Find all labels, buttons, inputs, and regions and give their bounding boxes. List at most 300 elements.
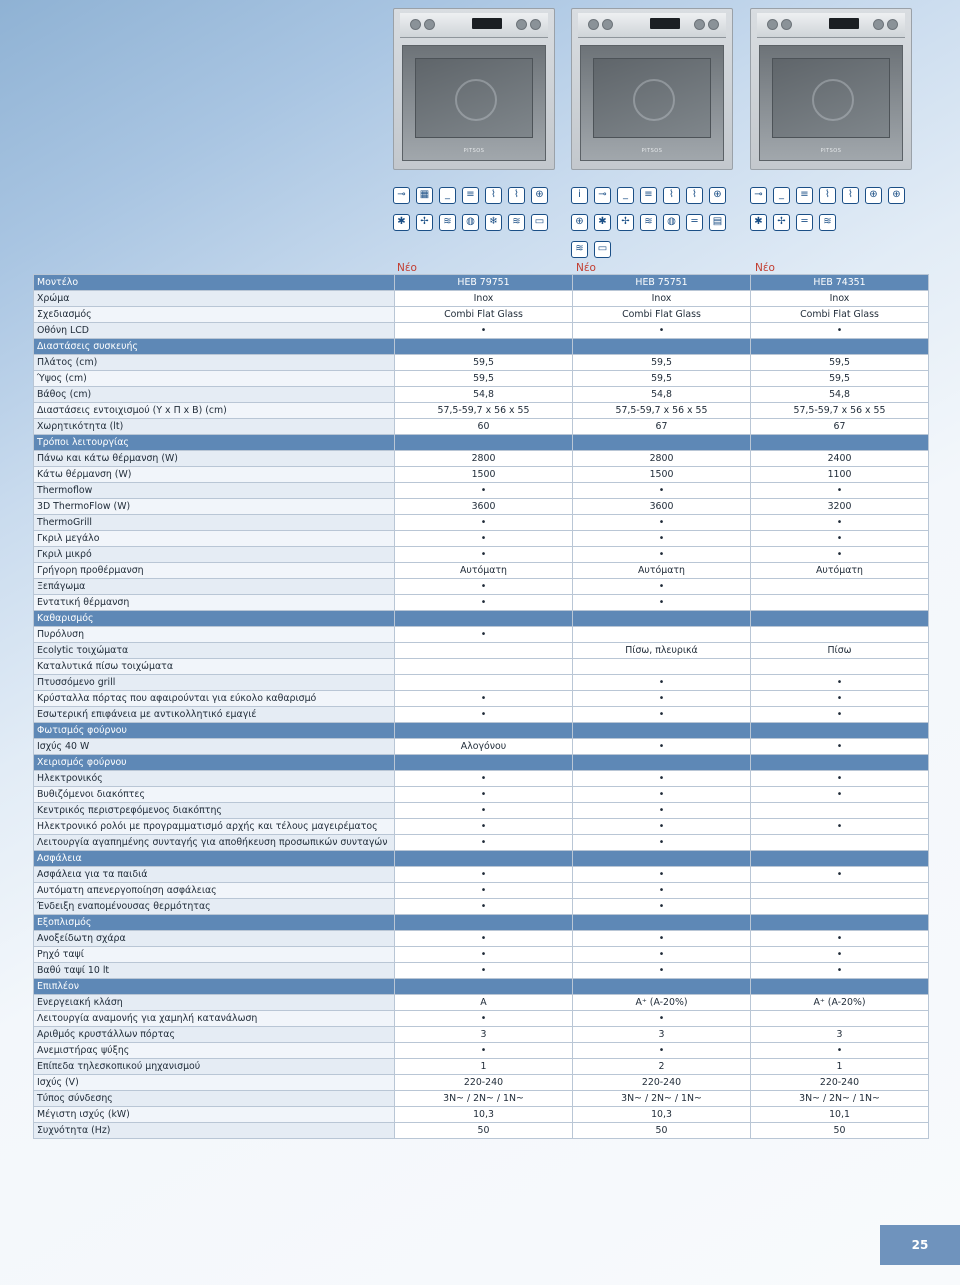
table-row xyxy=(34,1123,929,1139)
cell-model-3: • xyxy=(751,531,929,547)
cell-model-1: • xyxy=(395,899,573,915)
cell-model-2: Αυτόματη xyxy=(573,563,751,579)
row-label: Διαστάσεις εντοιχισμού (Υ x Π x Β) (cm) xyxy=(34,403,395,419)
cell-model-3: • xyxy=(751,947,929,963)
cell-model-3: • xyxy=(751,707,929,723)
row-label: Βαθύ ταψί 10 lt xyxy=(34,963,395,979)
cell-model-3: 3200 xyxy=(751,499,929,515)
row-label: Ισχύς (V) xyxy=(34,1075,395,1091)
cell-model-1: • xyxy=(395,835,573,851)
oven-control-panel xyxy=(400,13,548,38)
row-label: Φωτισμός φούρνου xyxy=(34,723,395,739)
row-label: Ένδειξη εναπομένουσας θερμότητας xyxy=(34,899,395,915)
cell-model-1: • xyxy=(395,707,573,723)
fan-ring-icon: ⊕ xyxy=(709,187,726,204)
cell-model-3: • xyxy=(751,931,929,947)
cell-model-3 xyxy=(751,979,929,995)
cell-model-3: 50 xyxy=(751,1123,929,1139)
cell-model-3: 67 xyxy=(751,419,929,435)
cell-model-2 xyxy=(573,611,751,627)
grill-large-icon: ⌇ xyxy=(819,187,836,204)
cell-model-2: 50 xyxy=(573,1123,751,1139)
cell-model-1: Αυτόματη xyxy=(395,563,573,579)
table-row xyxy=(34,371,929,387)
cell-model-1: HEB 79751 xyxy=(395,275,573,291)
grill-small-icon: ⌇ xyxy=(686,187,703,204)
row-label: ThermoGrill xyxy=(34,515,395,531)
grill-small-icon: ⌇ xyxy=(842,187,859,204)
cell-model-2 xyxy=(573,435,751,451)
section-row xyxy=(34,275,929,291)
section-row xyxy=(34,611,929,627)
fan-heat-icon: ✢ xyxy=(617,214,634,231)
cell-model-2: • xyxy=(573,787,751,803)
fan-icon xyxy=(633,79,675,121)
cell-model-1 xyxy=(395,979,573,995)
cell-model-2: • xyxy=(573,739,751,755)
table-row xyxy=(34,803,929,819)
cell-model-2: 1500 xyxy=(573,467,751,483)
table-row xyxy=(34,1043,929,1059)
cell-model-2: • xyxy=(573,899,751,915)
table-row xyxy=(34,515,929,531)
cell-model-2 xyxy=(573,979,751,995)
thermograll-icon: ✱ xyxy=(594,214,611,231)
row-label: Ανοξείδωτη σχάρα xyxy=(34,931,395,947)
oven-image-heb79751 xyxy=(393,8,555,170)
cell-model-2: • xyxy=(573,515,751,531)
cell-model-2: 59,5 xyxy=(573,355,751,371)
cell-model-1: • xyxy=(395,691,573,707)
cell-model-3 xyxy=(751,899,929,915)
cell-model-2: Combi Flat Glass xyxy=(573,307,751,323)
grill-small-icon: ⌇ xyxy=(508,187,525,204)
fan-icon xyxy=(455,79,497,121)
row-label: Τρόποι λειτουργίας xyxy=(34,435,395,451)
cell-model-2 xyxy=(573,339,751,355)
cell-model-3: Combi Flat Glass xyxy=(751,307,929,323)
row-label: Ανεμιστήρας ψύξης xyxy=(34,1043,395,1059)
cell-model-1 xyxy=(395,611,573,627)
cell-model-2: • xyxy=(573,531,751,547)
fan-ring-alt-icon: ⊕ xyxy=(571,214,588,231)
row-label: Ξεπάγωμα xyxy=(34,579,395,595)
cell-model-1: A xyxy=(395,995,573,1011)
top-bottom-heat-icon: ≡ xyxy=(462,187,479,204)
cell-model-1: • xyxy=(395,771,573,787)
oven-door xyxy=(580,45,724,161)
row-label: Κάτω θέρμανση (W) xyxy=(34,467,395,483)
row-label: Αυτόματη απενεργοποίηση ασφάλειας xyxy=(34,883,395,899)
oven-display xyxy=(472,18,502,29)
row-label: Ρηχό ταψί xyxy=(34,947,395,963)
oven-display xyxy=(650,18,680,29)
row-label: Ηλεκτρονικός xyxy=(34,771,395,787)
oven-door xyxy=(402,45,546,161)
cell-model-3: • xyxy=(751,963,929,979)
oven-brand-logo: PITSOS xyxy=(463,148,485,154)
cell-model-3: 54,8 xyxy=(751,387,929,403)
row-label: Μέγιστη ισχύς (kW) xyxy=(34,1107,395,1123)
steam-icon: ≋ xyxy=(508,214,525,231)
cell-model-2: • xyxy=(573,883,751,899)
cell-model-3: • xyxy=(751,483,929,499)
table-row xyxy=(34,787,929,803)
row-label: Λειτουργία αναμονής για χαμηλή κατανάλωση xyxy=(34,1011,395,1027)
cell-model-1 xyxy=(395,851,573,867)
row-label: Ασφάλεια για τα παιδιά xyxy=(34,867,395,883)
cell-model-3 xyxy=(751,611,929,627)
cell-model-3 xyxy=(751,579,929,595)
cell-model-1: • xyxy=(395,1043,573,1059)
row-label: Χωρητικότητα (lt) xyxy=(34,419,395,435)
cell-model-2: 2 xyxy=(573,1059,751,1075)
cell-model-2 xyxy=(573,851,751,867)
cell-model-2 xyxy=(573,723,751,739)
bottom-heat-alt-icon: ▭ xyxy=(531,214,548,231)
info-icon: i xyxy=(571,187,588,204)
row-label: Οθόνη LCD xyxy=(34,323,395,339)
cell-model-1 xyxy=(395,339,573,355)
cell-model-2: • xyxy=(573,579,751,595)
page-number: 25 xyxy=(880,1225,960,1265)
cell-model-3 xyxy=(751,339,929,355)
cell-model-1: 57,5-59,7 x 56 x 55 xyxy=(395,403,573,419)
cell-model-3 xyxy=(751,627,929,643)
oven-image-heb74351 xyxy=(750,8,912,170)
cell-model-2 xyxy=(573,915,751,931)
row-label: Εσωτερική επιφάνεια με αντικολλητικό εμαγιέ xyxy=(34,707,395,723)
fan-heat-icon: ✢ xyxy=(416,214,433,231)
cell-model-1: • xyxy=(395,595,573,611)
row-label: Αριθμός κρυστάλλων πόρτας xyxy=(34,1027,395,1043)
cell-model-1: 59,5 xyxy=(395,371,573,387)
cell-model-2: • xyxy=(573,547,751,563)
cell-model-1: • xyxy=(395,963,573,979)
top-heat-icon: ═ xyxy=(686,214,703,231)
cell-model-3: • xyxy=(751,547,929,563)
table-row xyxy=(34,771,929,787)
row-label: Ισχύς 40 W xyxy=(34,739,395,755)
row-label: Βυθιζόμενοι διακόπτες xyxy=(34,787,395,803)
specification-table xyxy=(33,274,929,1139)
cell-model-1: • xyxy=(395,947,573,963)
row-label: Γκριλ μεγάλο xyxy=(34,531,395,547)
cell-model-3: Πίσω xyxy=(751,643,929,659)
row-label: Βάθος (cm) xyxy=(34,387,395,403)
cell-model-1 xyxy=(395,435,573,451)
row-label: Εντατική θέρμανση xyxy=(34,595,395,611)
cell-model-1: • xyxy=(395,579,573,595)
cell-model-1: 54,8 xyxy=(395,387,573,403)
cell-model-3: • xyxy=(751,675,929,691)
cell-model-3 xyxy=(751,851,929,867)
row-label: Ενεργειακή κλάση xyxy=(34,995,395,1011)
row-label: Ύψος (cm) xyxy=(34,371,395,387)
cell-model-2: 59,5 xyxy=(573,371,751,387)
section-row xyxy=(34,915,929,931)
cell-model-3: • xyxy=(751,739,929,755)
oven-brand-logo: PITSOS xyxy=(820,148,842,154)
table-row xyxy=(34,547,929,563)
table-row xyxy=(34,739,929,755)
thermograll-icon: ✱ xyxy=(750,214,767,231)
oven-door xyxy=(759,45,903,161)
row-label: Επίπεδα τηλεσκοπικού μηχανισμού xyxy=(34,1059,395,1075)
cell-model-1: 60 xyxy=(395,419,573,435)
cell-model-2: • xyxy=(573,323,751,339)
table-row xyxy=(34,531,929,547)
cell-model-2: 3N~ / 2N~ / 1N~ xyxy=(573,1091,751,1107)
cell-model-3: • xyxy=(751,323,929,339)
cell-model-3 xyxy=(751,835,929,851)
cell-model-3: 59,5 xyxy=(751,355,929,371)
cell-model-1: 3N~ / 2N~ / 1N~ xyxy=(395,1091,573,1107)
cell-model-2: 57,5-59,7 x 56 x 55 xyxy=(573,403,751,419)
table-row xyxy=(34,1075,929,1091)
cell-model-1: Inox xyxy=(395,291,573,307)
cell-model-1: 10,3 xyxy=(395,1107,573,1123)
fan-heat-icon: ✢ xyxy=(773,214,790,231)
table-row xyxy=(34,419,929,435)
cell-model-2: 3 xyxy=(573,1027,751,1043)
table-row xyxy=(34,931,929,947)
oven-image-heb75751 xyxy=(571,8,733,170)
cell-model-2: A⁺ (A-20%) xyxy=(573,995,751,1011)
section-row xyxy=(34,755,929,771)
section-row xyxy=(34,723,929,739)
cell-model-2: • xyxy=(573,707,751,723)
table-row xyxy=(34,659,929,675)
oven-control-panel xyxy=(757,13,905,38)
cell-model-1: • xyxy=(395,931,573,947)
cell-model-2: 54,8 xyxy=(573,387,751,403)
cell-model-2 xyxy=(573,755,751,771)
row-label: 3D ThermoFlow (W) xyxy=(34,499,395,515)
cell-model-3: A⁺ (A-20%) xyxy=(751,995,929,1011)
cell-model-1: • xyxy=(395,483,573,499)
cell-model-1: 3600 xyxy=(395,499,573,515)
table-row xyxy=(34,1011,929,1027)
table-row xyxy=(34,387,929,403)
row-label: Κρύσταλλα πόρτας που αφαιρούνται για εύκολο καθαρισμό xyxy=(34,691,395,707)
cell-model-1: 59,5 xyxy=(395,355,573,371)
new-badge: Νέο xyxy=(576,262,596,274)
row-label: Καθαρισμός xyxy=(34,611,395,627)
table-row xyxy=(34,1059,929,1075)
top-bottom-heat-icon: ≡ xyxy=(640,187,657,204)
row-label: Λειτουργία αγαπημένης συνταγής για αποθήκευση προσωπικών συνταγών xyxy=(34,835,395,851)
cell-model-3 xyxy=(751,723,929,739)
cell-model-2: 10,3 xyxy=(573,1107,751,1123)
table-row xyxy=(34,451,929,467)
table-row xyxy=(34,835,929,851)
row-label: Τύπος σύνδεσης xyxy=(34,1091,395,1107)
section-row xyxy=(34,435,929,451)
table-row xyxy=(34,563,929,579)
cell-model-2: • xyxy=(573,819,751,835)
cell-model-1 xyxy=(395,915,573,931)
cell-model-1: Αλογόνου xyxy=(395,739,573,755)
cell-model-2: • xyxy=(573,771,751,787)
row-label: Γρήγορη προθέρμανση xyxy=(34,563,395,579)
cell-model-1: 50 xyxy=(395,1123,573,1139)
cell-model-2: Πίσω, πλευρικά xyxy=(573,643,751,659)
table-row xyxy=(34,947,929,963)
cell-model-3: 59,5 xyxy=(751,371,929,387)
cell-model-3 xyxy=(751,755,929,771)
cell-model-3 xyxy=(751,803,929,819)
table-row xyxy=(34,899,929,915)
cell-model-3 xyxy=(751,915,929,931)
cell-model-1: • xyxy=(395,323,573,339)
row-label: Συχνότητα (Hz) xyxy=(34,1123,395,1139)
cell-model-3: 1 xyxy=(751,1059,929,1075)
row-label: Ηλεκτρονικό ρολόι με προγραμματισμό αρχής και τέλους μαγειρέματος xyxy=(34,819,395,835)
row-label: Χειρισμός φούρνου xyxy=(34,755,395,771)
oven-control-panel xyxy=(578,13,726,38)
intensive-heat-icon: ≋ xyxy=(640,214,657,231)
cell-model-1: 1500 xyxy=(395,467,573,483)
cell-model-1 xyxy=(395,675,573,691)
pizza-icon: ◍ xyxy=(462,214,479,231)
cell-model-3: Αυτόματη xyxy=(751,563,929,579)
cell-model-2: 2800 xyxy=(573,451,751,467)
tray-icon: ▤ xyxy=(709,214,726,231)
cell-model-3: • xyxy=(751,819,929,835)
fan-icon xyxy=(812,79,854,121)
table-row xyxy=(34,1107,929,1123)
row-label: Πτυσσόμενο grill xyxy=(34,675,395,691)
table-row xyxy=(34,499,929,515)
table-row xyxy=(34,307,929,323)
cell-model-1: • xyxy=(395,867,573,883)
cell-model-3: 3N~ / 2N~ / 1N~ xyxy=(751,1091,929,1107)
row-label: Σχεδιασμός xyxy=(34,307,395,323)
cell-model-2: 67 xyxy=(573,419,751,435)
grill-large-icon: ⌇ xyxy=(485,187,502,204)
row-label: Καταλυτικά πίσω τοιχώματα xyxy=(34,659,395,675)
cell-model-1: • xyxy=(395,1011,573,1027)
grill-large-icon: ⌇ xyxy=(663,187,680,204)
cell-model-1 xyxy=(395,659,573,675)
table-row xyxy=(34,963,929,979)
row-label: Πάνω και κάτω θέρμανση (W) xyxy=(34,451,395,467)
table-row xyxy=(34,675,929,691)
cell-model-3: Inox xyxy=(751,291,929,307)
cell-model-3: 1100 xyxy=(751,467,929,483)
section-row xyxy=(34,339,929,355)
fan-ring-icon: ⊕ xyxy=(865,187,882,204)
top-heat-icon: ═ xyxy=(796,214,813,231)
intensive-heat-icon: ≋ xyxy=(819,214,836,231)
bottom-heat-icon: _ xyxy=(439,187,456,204)
cell-model-2: • xyxy=(573,803,751,819)
cell-model-3: HEB 74351 xyxy=(751,275,929,291)
cell-model-3: 220-240 xyxy=(751,1075,929,1091)
cell-model-2: • xyxy=(573,931,751,947)
table-row xyxy=(34,595,929,611)
cell-model-2: 220-240 xyxy=(573,1075,751,1091)
top-bottom-heat-icon: ≡ xyxy=(796,187,813,204)
table-row xyxy=(34,483,929,499)
defrost-icon: ❄ xyxy=(485,214,502,231)
table-row xyxy=(34,691,929,707)
table-row xyxy=(34,819,929,835)
table-row xyxy=(34,291,929,307)
key-icon: ⊸ xyxy=(393,187,410,204)
cell-model-3: • xyxy=(751,771,929,787)
row-label: Εξοπλισμός xyxy=(34,915,395,931)
intensive-heat-icon: ≋ xyxy=(439,214,456,231)
cell-model-1: • xyxy=(395,547,573,563)
new-badge: Νέο xyxy=(755,262,775,274)
cell-model-1: • xyxy=(395,515,573,531)
row-label: Πλάτος (cm) xyxy=(34,355,395,371)
cell-model-1: 2800 xyxy=(395,451,573,467)
cell-model-3 xyxy=(751,1011,929,1027)
cell-model-3: 2400 xyxy=(751,451,929,467)
cell-model-3: 10,1 xyxy=(751,1107,929,1123)
cell-model-2 xyxy=(573,659,751,675)
row-label: Διαστάσεις συσκευής xyxy=(34,339,395,355)
cell-model-3: • xyxy=(751,867,929,883)
bottom-heat-icon: _ xyxy=(773,187,790,204)
table-row xyxy=(34,643,929,659)
row-label: Χρώμα xyxy=(34,291,395,307)
cell-model-1: • xyxy=(395,803,573,819)
table-row xyxy=(34,1027,929,1043)
cell-model-1: Combi Flat Glass xyxy=(395,307,573,323)
fan-ring-alt-icon: ⊕ xyxy=(888,187,905,204)
thermograll-icon: ✱ xyxy=(393,214,410,231)
grid-icon: ▦ xyxy=(416,187,433,204)
table-row xyxy=(34,627,929,643)
cell-model-3 xyxy=(751,883,929,899)
table-row xyxy=(34,355,929,371)
key-icon: ⊸ xyxy=(750,187,767,204)
cell-model-2: • xyxy=(573,947,751,963)
cell-model-3 xyxy=(751,595,929,611)
cell-model-3: 57,5-59,7 x 56 x 55 xyxy=(751,403,929,419)
table-row xyxy=(34,467,929,483)
cell-model-1: 220-240 xyxy=(395,1075,573,1091)
table-row xyxy=(34,1091,929,1107)
oven-brand-logo: PITSOS xyxy=(641,148,663,154)
cell-model-1: 1 xyxy=(395,1059,573,1075)
row-label: Επιπλέον xyxy=(34,979,395,995)
cell-model-2: • xyxy=(573,675,751,691)
bottom-heat-icon: _ xyxy=(617,187,634,204)
pizza-icon: ◍ xyxy=(663,214,680,231)
cell-model-2: • xyxy=(573,1011,751,1027)
cell-model-2: HEB 75751 xyxy=(573,275,751,291)
cell-model-3 xyxy=(751,435,929,451)
oven-display xyxy=(829,18,859,29)
cell-model-2: • xyxy=(573,691,751,707)
section-row xyxy=(34,979,929,995)
cell-model-1: • xyxy=(395,819,573,835)
steam-icon: ≋ xyxy=(571,241,588,258)
cell-model-3: 3 xyxy=(751,1027,929,1043)
cell-model-2 xyxy=(573,627,751,643)
row-label: Μοντέλο xyxy=(34,275,395,291)
cell-model-1 xyxy=(395,643,573,659)
table-row xyxy=(34,867,929,883)
bottom-heat-alt-icon: ▭ xyxy=(594,241,611,258)
cell-model-2: • xyxy=(573,867,751,883)
new-badge: Νέο xyxy=(397,262,417,274)
